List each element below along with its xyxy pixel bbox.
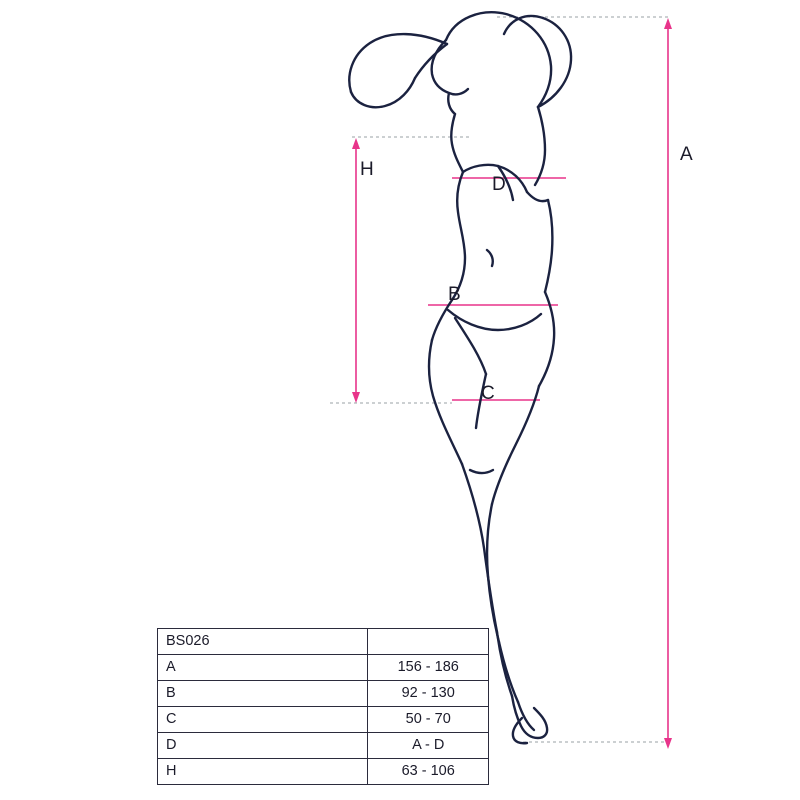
table-cell-value: 63 - 106: [368, 759, 489, 785]
table-cell-value: 92 - 130: [368, 681, 489, 707]
table-cell-label: A: [158, 655, 368, 681]
table-cell-value: [368, 629, 489, 655]
size-table: [157, 628, 489, 785]
measure-label-H: H: [360, 159, 374, 180]
measure-label-D: D: [492, 174, 506, 195]
table-cell-label: BS026: [158, 629, 368, 655]
table-cell-value: 156 - 186: [368, 655, 489, 681]
table-row: [158, 681, 489, 707]
table-row: [158, 707, 489, 733]
table-row: [158, 655, 489, 681]
measure-label-C: C: [481, 383, 495, 404]
table-cell-label: B: [158, 681, 368, 707]
table-row: [158, 759, 489, 785]
table-row: [158, 629, 489, 655]
measure-label-B: B: [448, 284, 461, 305]
table-cell-label: D: [158, 733, 368, 759]
table-cell-label: H: [158, 759, 368, 785]
table-cell-value: 50 - 70: [368, 707, 489, 733]
table-cell-label: C: [158, 707, 368, 733]
measure-label-A: A: [680, 144, 693, 165]
table-cell-value: A - D: [368, 733, 489, 759]
table-row: [158, 733, 489, 759]
